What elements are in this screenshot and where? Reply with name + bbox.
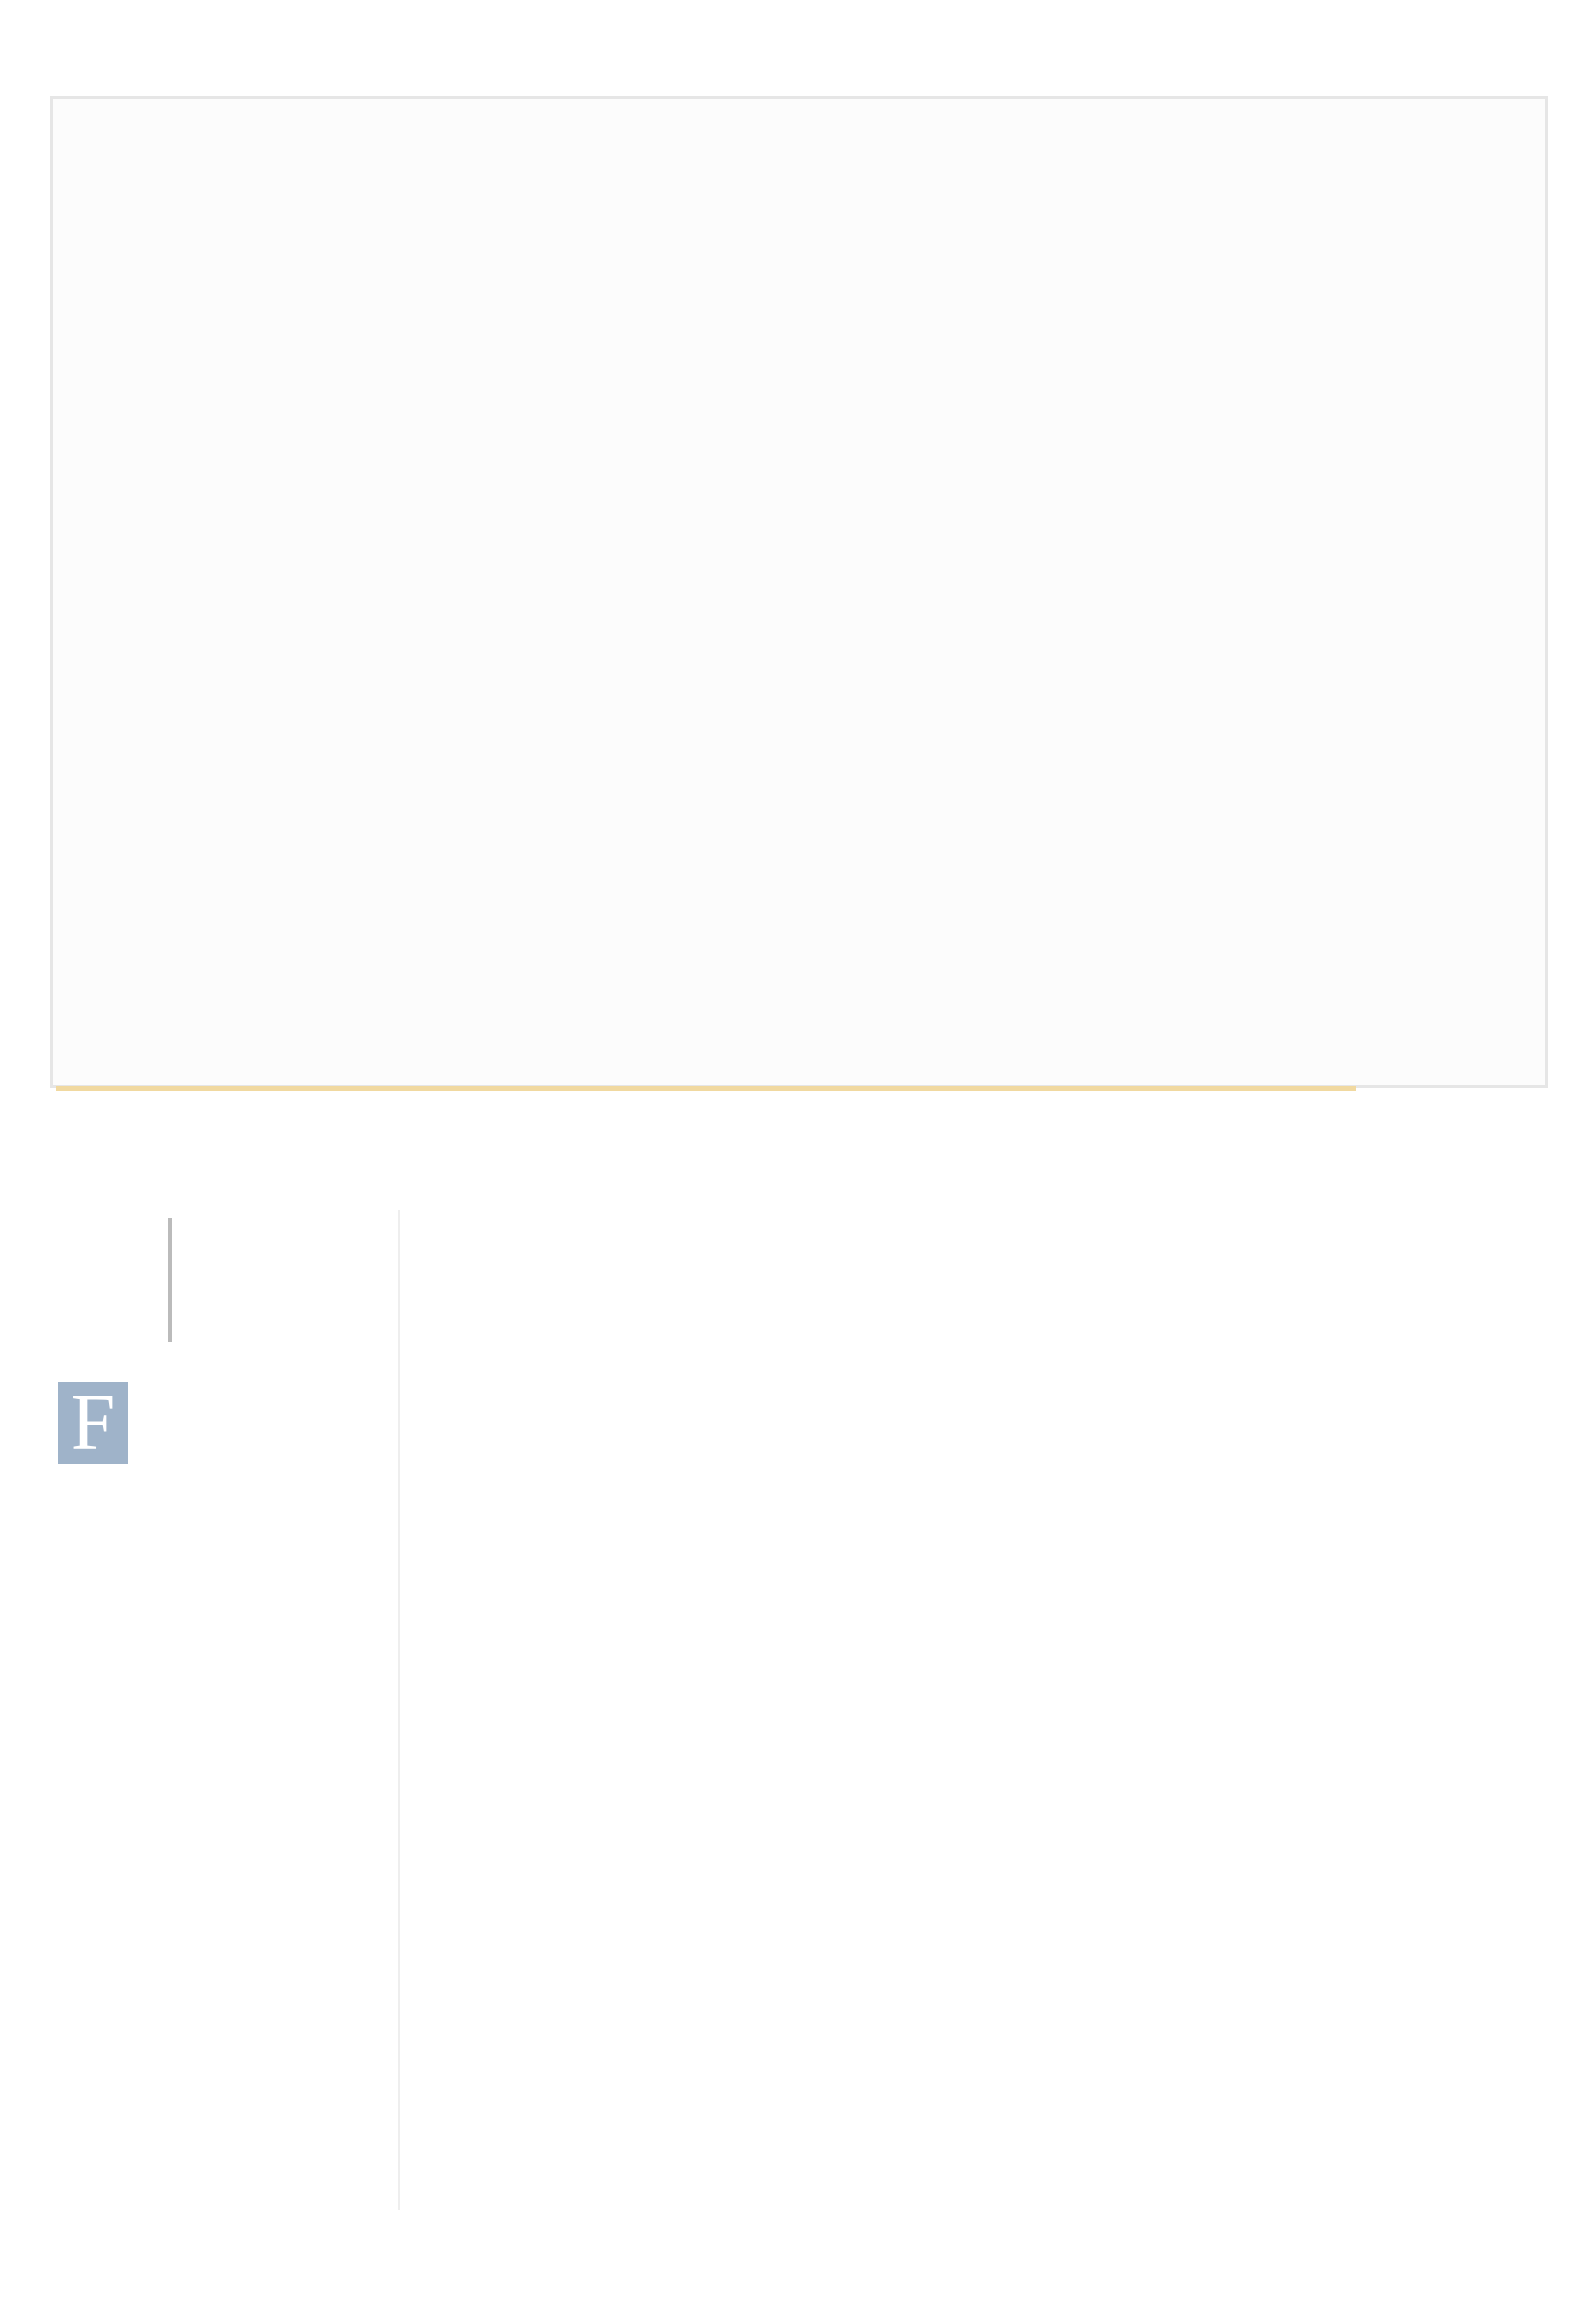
body-column-4 [1188, 1212, 1518, 2192]
byline-divider [168, 1218, 172, 1342]
article-photo [50, 96, 1548, 1088]
column-divider [398, 1210, 400, 2210]
body-column-1 [58, 1379, 388, 2182]
body-column-3-top [810, 1212, 1160, 1532]
photo-rule [56, 1086, 1356, 1091]
body-column-2-bottom [436, 1752, 766, 2192]
body-column-2-top [436, 1212, 766, 1532]
body-column-3-bottom [810, 1752, 1160, 2192]
drop-cap-letter: F [70, 1379, 116, 1467]
